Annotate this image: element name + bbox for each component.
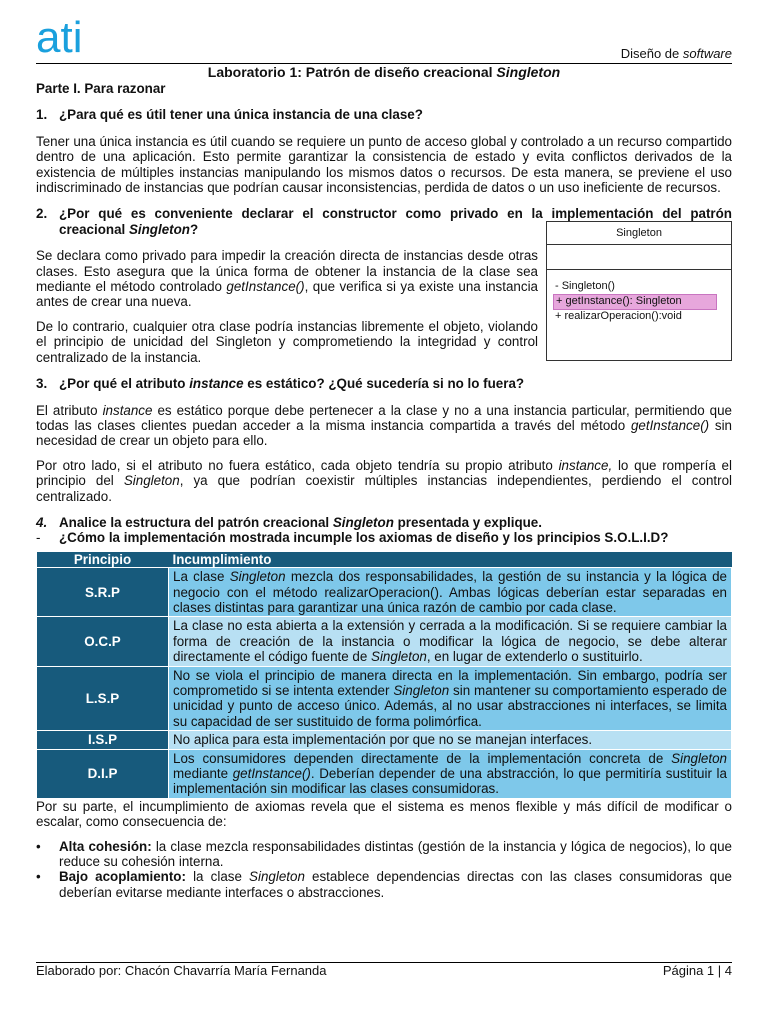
- part-heading: Parte I. Para razonar: [36, 81, 166, 96]
- table-header-incumplimiento: Incumplimiento: [169, 552, 732, 568]
- table-description: Los consumidores dependen directamente de la implementación concreta de Singleton mediante getInstance(). Deberían depender de una abstracción, lo que permitiría sustituir la implementación sin modificar las clases consumidoras.: [169, 749, 732, 798]
- uml-op-getinstance: + getInstance(): Singleton: [553, 294, 717, 310]
- table-principle: O.C.P: [37, 617, 169, 666]
- table-header-row: [37, 552, 732, 568]
- page-title: Laboratorio 1: Patrón de diseño creacional Singleton: [207, 64, 561, 80]
- uml-class-name: Singleton: [547, 222, 731, 245]
- bullet-dot: •: [36, 838, 41, 854]
- table-description: No se viola el principio de manera directa en la implementación. Sin embargo, podría ser comprometido si se intenta extender Singleton sin mantener su comportamiento esperado de unicidad y punto de acceso único. Además, al no usar abstracciones ni interfaces, se limita su capacidad de ser sustituido de forma polimórfica.: [169, 666, 732, 731]
- footer-author: Elaborado por: Chacón Chavarría María Fernanda: [36, 963, 327, 978]
- question-1: 1. ¿Para qué es útil tener una única instancia de una clase?: [36, 107, 423, 123]
- answer-3-paragraph-1: El atributo instance es estático porque debe pertenecer a la clase y no a una instancia particular, permitiendo que todas las clases clientes puedan acceder a la misma instancia compartida a través del método getInstance() sin necesidad de crear un objeto para ello.: [36, 402, 732, 449]
- question-3: 3. ¿Por qué el atributo instance es estático? ¿Qué sucedería si no lo fuera?: [36, 376, 525, 392]
- answer-2-paragraph-2: De lo contrario, cualquier otra clase podría instancias libremente el objeto, violando el principio de unicidad del Singleton y comprometiendo la integridad y control centralizado de la instancia.: [36, 318, 538, 365]
- course-name: Diseño de software: [620, 46, 732, 61]
- table-principle: D.I.P: [37, 749, 169, 798]
- uml-class-diagram: [546, 221, 732, 361]
- answer-2-paragraph-1: Se declara como privado para impedir la creación directa de instancias desde otras clases. Esto asegura que la única forma de obtener la instancia de la clase sea mediante el método controlado getInstance(), que verifica si ya existe una instancia antes de crear una nueva.: [36, 248, 538, 310]
- uml-op-realizar: + realizarOperacion():void: [555, 310, 682, 323]
- answer-1: Tener una única instancia es útil cuando se requiere un punto de acceso global y controlado a un recurso compartido dentro de una aplicación. Esto permite garantizar la consistencia de estado y evita conflictos derivados de la existencia de múltiples instancias manipulando los mismos datos o recursos. De esta manera, se previene el uso indiscriminado de instancias que podrían causar inconsistencias, perdida de datos o un uso ineficiente de recursos.: [36, 133, 732, 196]
- uml-operations: [547, 270, 731, 324]
- bullet-item: • Alta cohesión: la clase mezcla responsabilidades distintas (gestión de la instancia y lógica de negocios), lo que reduce su cohesión interna.: [36, 838, 732, 870]
- table-row: [37, 666, 732, 731]
- table-row: [37, 731, 732, 749]
- svg-text:ati: ati: [36, 14, 83, 58]
- conclusion-paragraph: Por su parte, el incumplimiento de axiomas revela que el sistema es menos flexible y más difícil de modificar o escalar, como consecuencia de:: [36, 798, 732, 830]
- bullet-item: • Bajo acoplamiento: la clase Singleton establece dependencias directas con las clases consumidoras que deberían evitarse mediante interfaces o abstracciones.: [36, 869, 732, 900]
- ati-logo: [36, 14, 92, 58]
- table-principle: L.S.P: [37, 666, 169, 731]
- bullet-dot: •: [36, 869, 41, 885]
- question-4-sub: - ¿Cómo la implementación mostrada incumple los axiomas de diseño y los principios S.O.L.I.D?: [36, 530, 669, 546]
- answer-3-paragraph-2: Por otro lado, si el atributo no fuera estático, cada objeto tendría su propio atributo instance, lo que rompería el principio del Singleton, ya que podrían coexistir múltiples instancias independientes, perdiendo el control centralizado.: [36, 457, 732, 504]
- table-header-principio: Principio: [37, 552, 169, 568]
- question-2: 2. ¿Por qué es conveniente declarar el constructor como privado en la implementación del patrón creacional Singleton?: [36, 206, 732, 237]
- table-description: La clase no esta abierta a la extensión y cerrada a la modificación. Si se requiere cambiar la forma de creación de la instancia o modificar la lógica de negocio, se debe alterar directamente el código fuente de Singleton, en lugar de extenderlo o sustituirlo.: [169, 617, 732, 666]
- question-4: 4. Analice la estructura del patrón creacional Singleton presentada y explique.: [36, 514, 542, 530]
- table-principle: I.S.P: [37, 731, 169, 749]
- table-row: [37, 749, 732, 798]
- uml-op-constructor: - Singleton(): [555, 280, 615, 293]
- document-body: [36, 81, 732, 900]
- table-row: [37, 568, 732, 617]
- table-description: La clase Singleton mezcla dos responsabilidades, la gestión de su instancia y la lógica de negocio con el método realizarOperacion(). Ambas lógicas deberían estar separadas en clases distintas para garantizar una única razón de cambio por cada clase.: [169, 568, 732, 617]
- question-2-section: [36, 206, 732, 365]
- footer-page-number: Página 1 | 4: [662, 963, 732, 978]
- uml-attributes: [547, 245, 731, 270]
- solid-table: [36, 552, 732, 799]
- table-description: No aplica para esta implementación por que no se manejan interfaces.: [169, 731, 732, 749]
- table-row: [37, 617, 732, 666]
- table-principle: S.R.P: [37, 568, 169, 617]
